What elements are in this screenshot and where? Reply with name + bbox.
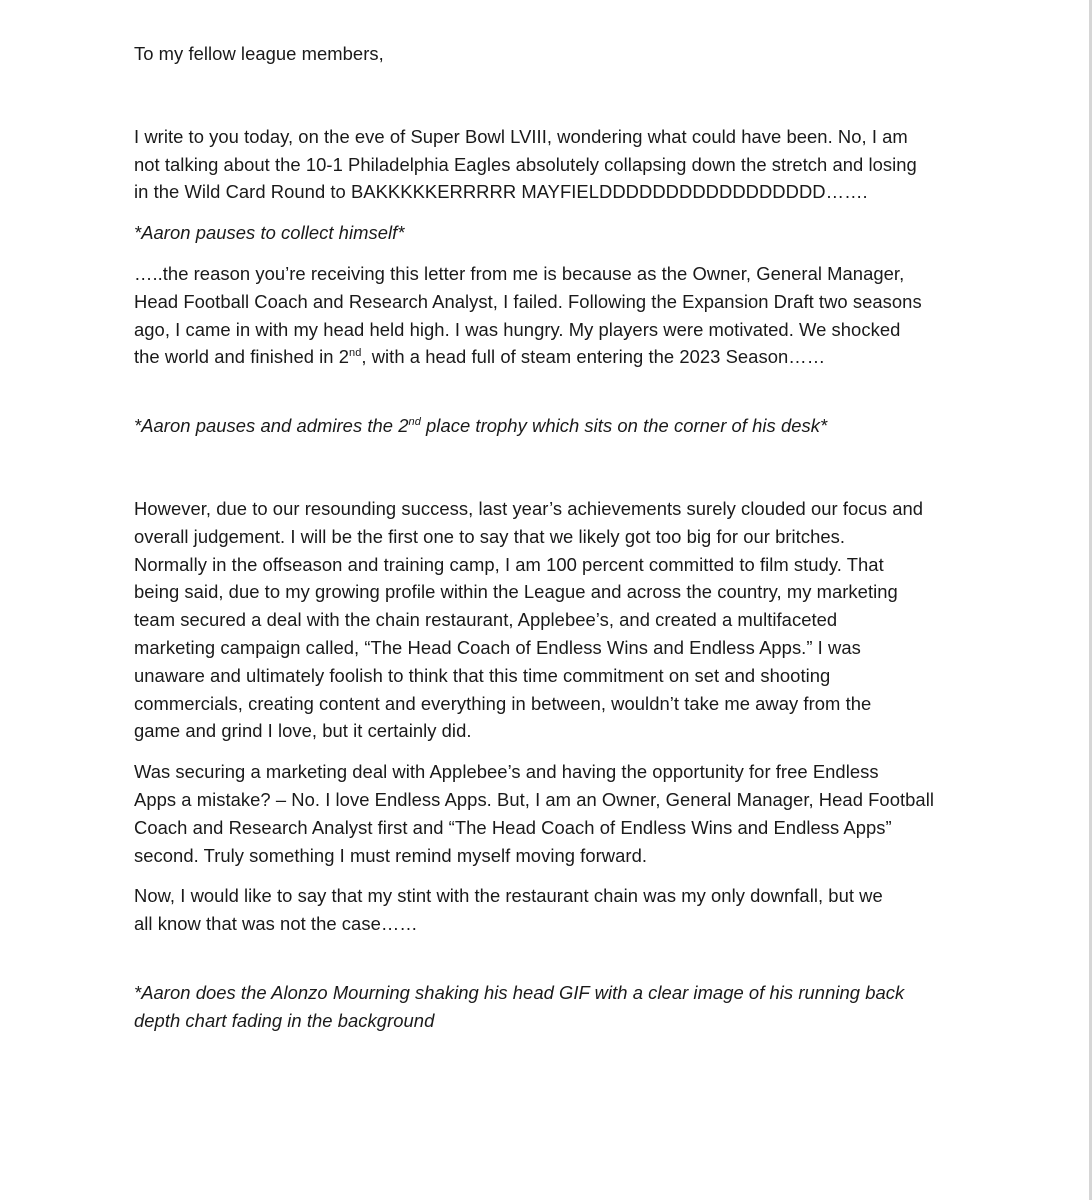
line-segment: place trophy which sits on the corner of his desk* (420, 415, 828, 437)
stage-direction-text: depth chart fading in the background (134, 1009, 435, 1031)
paragraph-line: Head Football Coach and Research Analyst, I failed. Following the Expansion Draft two seasons (134, 290, 922, 312)
paragraph-marketing (134, 495, 966, 745)
paragraph-endless-apps (134, 758, 966, 869)
paragraph-downfall (134, 882, 966, 938)
stage-direction-trophy (134, 412, 966, 440)
paragraph-line: Now, I would like to say that my stint with the restaurant chain was my only downfall, but we (134, 885, 883, 907)
salutation-text: To my fellow league members, (134, 43, 384, 64)
paragraph-line: second. Truly something I must remind myself moving forward. (134, 844, 648, 866)
stage-direction-gif (134, 979, 966, 1035)
paragraph-failure (134, 260, 966, 371)
paragraph-line: I write to you today, on the eve of Super Bowl LVIII, wondering what could have been. No, I am (134, 125, 908, 147)
paragraph-line: all know that was not the case…… (134, 913, 418, 935)
paragraph-line (134, 343, 966, 371)
paragraph-line: game and grind I love, but it certainly did. (134, 720, 472, 742)
paragraph-line: Was securing a marketing deal with Applebee’s and having the opportunity for free Endless (134, 761, 879, 783)
paragraph-line: Normally in the offseason and training camp, I am 100 percent committed to film study. That (134, 553, 884, 575)
paragraph-line: commercials, creating content and everything in between, wouldn’t take me away from the (134, 692, 872, 714)
paragraph-line: marketing campaign called, “The Head Coach of Endless Wins and Endless Apps.” I was (134, 636, 861, 658)
line-segment: the world and finished in 2 (134, 346, 350, 368)
letter-document (134, 40, 966, 1035)
paragraph-line: in the Wild Card Round to BAKKKKKERRRRR MAYFIELDDDDDDDDDDDDDDDDD……. (134, 181, 868, 203)
stage-direction-text (134, 412, 966, 440)
line-segment: , with a head full of steam entering the 2023 Season…… (361, 346, 826, 368)
paragraph-line: unaware and ultimately foolish to think that this time commitment on set and shooting (134, 664, 831, 686)
salutation (134, 40, 966, 68)
stage-direction-text: *Aaron does the Alonzo Mourning shaking his head GIF with a clear image of his running back (134, 981, 905, 1003)
paragraph-line: not talking about the 10-1 Philadelphia Eagles absolutely collapsing down the stretch and losing (134, 153, 917, 175)
ordinal-suffix: nd (408, 416, 421, 429)
paragraph-line: overall judgement. I will be the first one to say that we likely got too big for our britches. (134, 525, 846, 547)
stage-direction-text: *Aaron pauses to collect himself* (134, 222, 405, 244)
ordinal-suffix: nd (349, 347, 362, 360)
paragraph-line: Apps a mistake? – No. I love Endless Apps. But, I am an Owner, General Manager, Head Football (134, 788, 934, 810)
stage-direction-pause (134, 219, 966, 247)
paragraph-line: However, due to our resounding success, last year’s achievements surely clouded our focus and (134, 497, 924, 519)
paragraph-line: team secured a deal with the chain restaurant, Applebee’s, and created a multifaceted (134, 609, 838, 631)
paragraph-line: being said, due to my growing profile within the League and across the country, my marketing (134, 581, 898, 603)
paragraph-line: Coach and Research Analyst first and “The Head Coach of Endless Wins and Endless Apps” (134, 816, 892, 838)
paragraph-intro (134, 123, 966, 206)
line-segment: *Aaron pauses and admires the 2 (134, 415, 409, 437)
paragraph-line: ago, I came in with my head held high. I was hungry. My players were motivated. We shocked (134, 318, 901, 340)
paragraph-line: …..the reason you’re receiving this letter from me is because as the Owner, General Manager, (134, 262, 905, 284)
